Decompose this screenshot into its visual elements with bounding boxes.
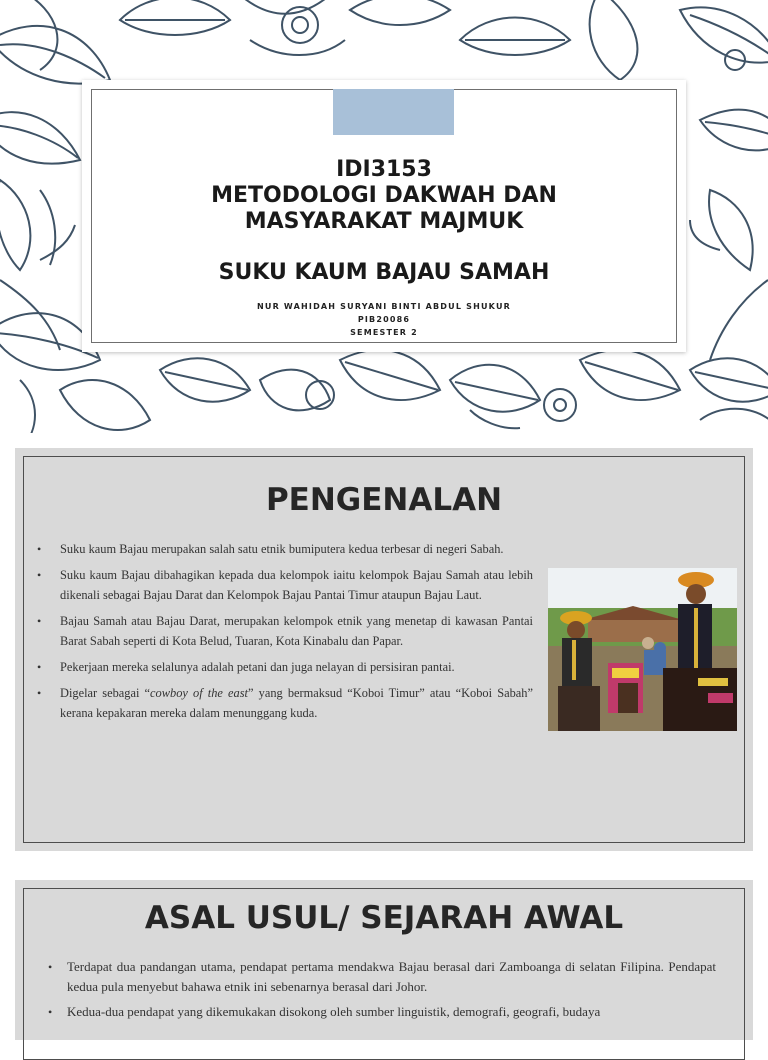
list-item: • Suku kaum Bajau merupakan salah satu etnik bumiputera kedua terbesar di negeri Sabah. bbox=[37, 539, 533, 559]
course-title-line2: MASYARAKAT MAJMUK bbox=[244, 209, 524, 234]
bullet-list bbox=[48, 957, 716, 1027]
student-id: PIB20086 bbox=[357, 315, 411, 324]
list-item: • Digelar sebagai “cowboy of the east” yang bermaksud “Koboi Timur” atau “Koboi Sabah” kerana kepakaran mereka dalam menunggang kuda. bbox=[37, 683, 533, 723]
bullet-list bbox=[37, 539, 533, 729]
bullet-icon: • bbox=[48, 1005, 53, 1019]
bullet-icon: • bbox=[37, 614, 42, 628]
course-code: IDI3153 bbox=[336, 157, 432, 182]
slide-heading: PENGENALAN bbox=[265, 482, 503, 518]
pengenalan-slide bbox=[15, 448, 753, 851]
presentation-subtitle: SUKU KAUM BAJAU SAMAH bbox=[218, 260, 550, 285]
slide-heading: ASAL USUL/ SEJARAH AWAL bbox=[144, 900, 624, 936]
author-name: NUR WAHIDAH SURYANI BINTI ABDUL SHUKUR bbox=[257, 302, 511, 311]
title-card bbox=[82, 80, 686, 352]
list-item: • Terdapat dua pandangan utama, pendapat pertama mendakwa Bajau berasal dari Zamboanga di selatan Filipina. Pendapat kedua pula menyebut bahawa etnik ini sebenarnya berasal dari Johor. bbox=[48, 959, 716, 994]
asal-usul-slide bbox=[15, 880, 753, 1040]
bullet-icon: • bbox=[37, 686, 42, 700]
bullet-icon: • bbox=[37, 542, 42, 556]
course-title-line1: METODOLOGI DAKWAH DAN bbox=[211, 183, 557, 208]
title-slide bbox=[0, 0, 768, 433]
title-card-border bbox=[91, 89, 677, 343]
bajau-horsemen-photo bbox=[548, 568, 737, 731]
list-item: • Suku kaum Bajau dibahagikan kepada dua kelompok iaitu kelompok Bajau Samah atau lebih dikenali sebagai Bajau Darat dan Kelompok Bajau Pantai Timur ataupun Bajau Laut. bbox=[37, 565, 533, 605]
bullet-icon: • bbox=[37, 660, 42, 674]
list-item: • Kedua-dua pendapat yang dikemukakan disokong oleh sumber linguistik, demografi, geografi, budaya bbox=[48, 1002, 716, 1022]
list-item: • Bajau Samah atau Bajau Darat, merupakan kelompok etnik yang menetap di kawasan Pantai Barat Sabah seperti di Kota Belud, Tuaran, Kota Kinabalu dan Papar. bbox=[37, 611, 533, 651]
bullet-icon: • bbox=[37, 568, 42, 582]
semester-label: SEMESTER 2 bbox=[350, 328, 418, 337]
title-accent-tab bbox=[333, 89, 454, 135]
emphasis-text: cowboy of the east bbox=[150, 686, 248, 700]
list-item: • Pekerjaan mereka selalunya adalah petani dan juga nelayan di persisiran pantai. bbox=[37, 657, 533, 677]
bullet-icon: • bbox=[48, 960, 53, 974]
